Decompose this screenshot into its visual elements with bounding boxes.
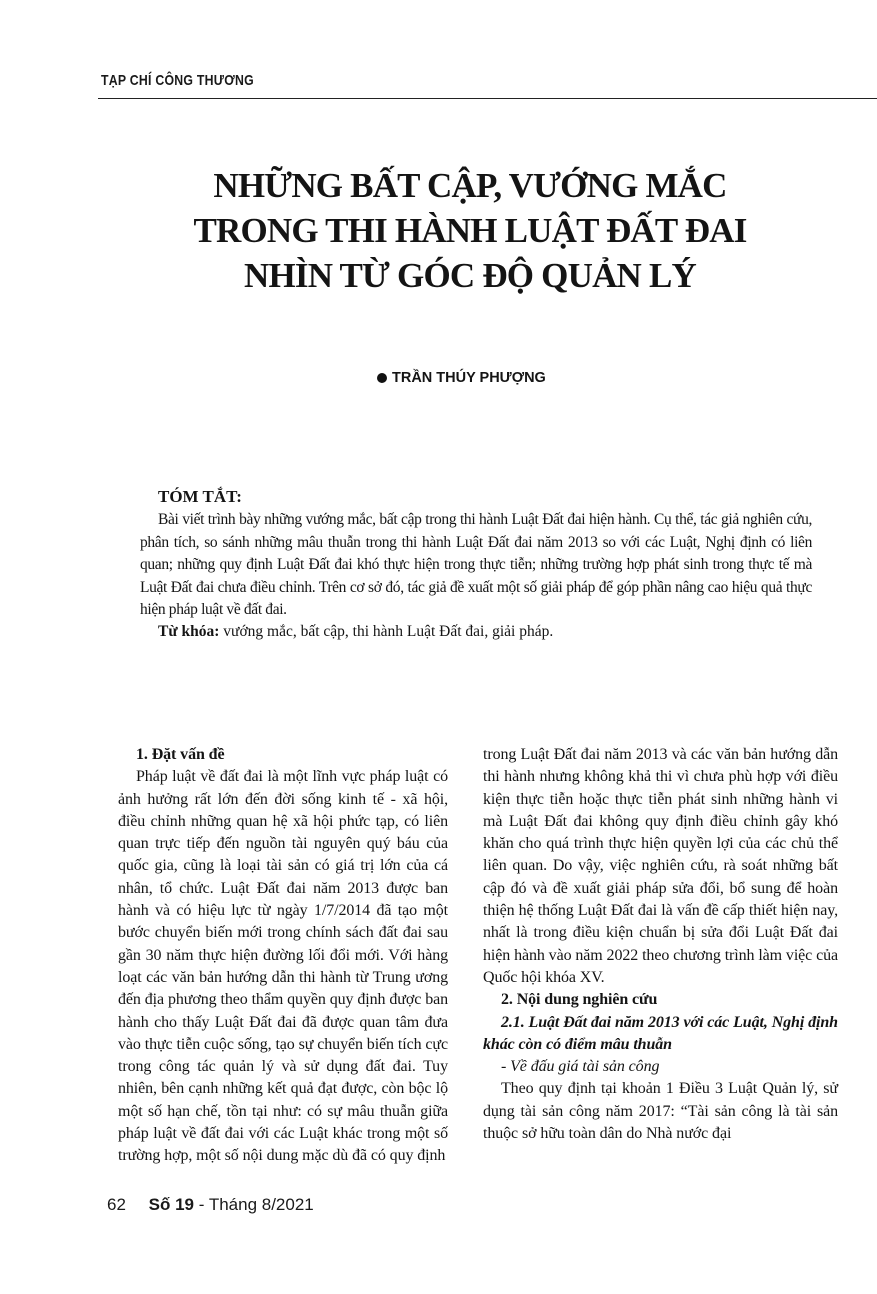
abstract-section bbox=[140, 486, 812, 644]
bullet-icon bbox=[377, 373, 387, 383]
section-1-paragraph-continued: trong Luật Đất đai năm 2013 và các văn bản hướng dẫn thi hành nhưng không khả thi vì chưa phù hợp với điều kiện thực tiễn hoặc thực tiễn phát sinh những hành vi mà Luật Đất đai không quy định điều chỉnh gây khó khăn cho quá trình thực hiện quyền lợi của các chủ thể liên quan. Do vậy, việc nghiên cứu, rà soát những bất cập đó và đề xuất giải pháp sửa đổi, bổ sung để hoàn thiện hệ thống Luật Đất đai là vấn đề cấp thiết hiện nay, nhất là trong điều kiện chuẩn bị sửa đổi Luật Đất đai hiện hành vào năm 2022 theo chương trình làm việc của Quốc hội khóa XV. bbox=[483, 746, 838, 986]
section-1-heading: 1. Đặt vấn đề bbox=[136, 746, 225, 763]
abstract-heading: TÓM TẮT: bbox=[158, 487, 242, 506]
article-title bbox=[150, 163, 790, 298]
author-name: TRẦN THÚY PHƯỢNG bbox=[392, 370, 546, 386]
header-divider bbox=[98, 98, 877, 99]
body-column-left bbox=[118, 744, 448, 1168]
keywords-label: Từ khóa: bbox=[158, 623, 220, 641]
keywords-line bbox=[158, 621, 812, 643]
subsection-heading: - Về đấu giá tài sản công bbox=[501, 1058, 660, 1076]
section-1-paragraph: Pháp luật về đất đai là một lĩnh vực pháp luật có ảnh hưởng rất lớn đến đời sống kinh tế - xã hội, điều chỉnh những quan hệ xã hội phức tạp, có liên quan trực tiếp đến nguồn tài nguyên quý báu của quốc gia, cũng là loại tài sản có giá trị lớn của cá nhân, tổ chức. Luật Đất đai năm 2013 được ban hành và có hiệu lực từ ngày 1/7/2014 đã tạo một bước chuyển biến mới trong chính sách đất đai sau gần 30 năm thực hiện đường lối đổi mới. Với hàng loạt các văn bản hướng dẫn thi hành từ Trung ương đến địa phương theo thẩm quyền quy định được ban hành cho thấy Luật Đất đai đã được quan tâm đưa vào thực tiễn cuộc sống, tạo sự chuyển biến tích cực trong công tác quản lý và sử dụng đất đai. Tuy nhiên, bên cạnh những kết quả đạt được, còn bộc lộ một số hạn chế, tồn tại như: có sự mâu thuẫn giữa pháp luật về đất đai với các Luật khác trong một số trường hợp, một số nội dung mặc dù đã có quy định bbox=[118, 768, 448, 1165]
title-line-3: NHÌN TỪ GÓC ĐỘ QUẢN LÝ bbox=[243, 256, 696, 295]
section-2-heading: 2. Nội dung nghiên cứu bbox=[501, 991, 658, 1009]
title-line-2: TRONG THI HÀNH LUẬT ĐẤT ĐAI bbox=[193, 211, 747, 250]
author-byline bbox=[377, 370, 546, 386]
page-footer bbox=[107, 1195, 314, 1215]
issue-date: - Tháng 8/2021 bbox=[194, 1195, 314, 1214]
section-2-paragraph: Theo quy định tại khoản 1 Điều 3 Luật Quản lý, sử dụng tài sản công năm 2017: “Tài sản công là tài sản thuộc sở hữu toàn dân do Nhà nước đại bbox=[483, 1080, 838, 1143]
journal-name: TẠP CHÍ CÔNG THƯƠNG bbox=[101, 72, 254, 89]
abstract-body: Bài viết trình bày những vướng mắc, bất cập trong thi hành Luật Đất đai hiện hành. Cụ thể, tác giả nghiên cứu, phân tích, so sánh những mâu thuẫn trong thi hành Luật Đất đai năm 2013 so với các Luật, Nghị định có liên quan; những quy định Luật Đất đai khó thực hiện trong thực tiễn; những trường hợp phát sinh trong thực tế mà Luật Đất đai chưa điều chỉnh. Trên cơ sở đó, tác giả đề xuất một số giải pháp để góp phần nâng cao hiệu quả thực hiện pháp luật về đất đai. bbox=[140, 511, 812, 619]
keywords-text: vướng mắc, bất cập, thi hành Luật Đất đai, giải pháp. bbox=[219, 623, 554, 641]
issue-number: Số 19 bbox=[148, 1195, 195, 1214]
page-number: 62 bbox=[107, 1195, 126, 1214]
body-column-right bbox=[483, 744, 838, 1145]
title-line-1: NHỮNG BẤT CẬP, VƯỚNG MẮC bbox=[213, 166, 727, 205]
section-2-1-heading: 2.1. Luật Đất đai năm 2013 với các Luật, Nghị định khác còn có điểm mâu thuẫn bbox=[483, 1013, 838, 1053]
